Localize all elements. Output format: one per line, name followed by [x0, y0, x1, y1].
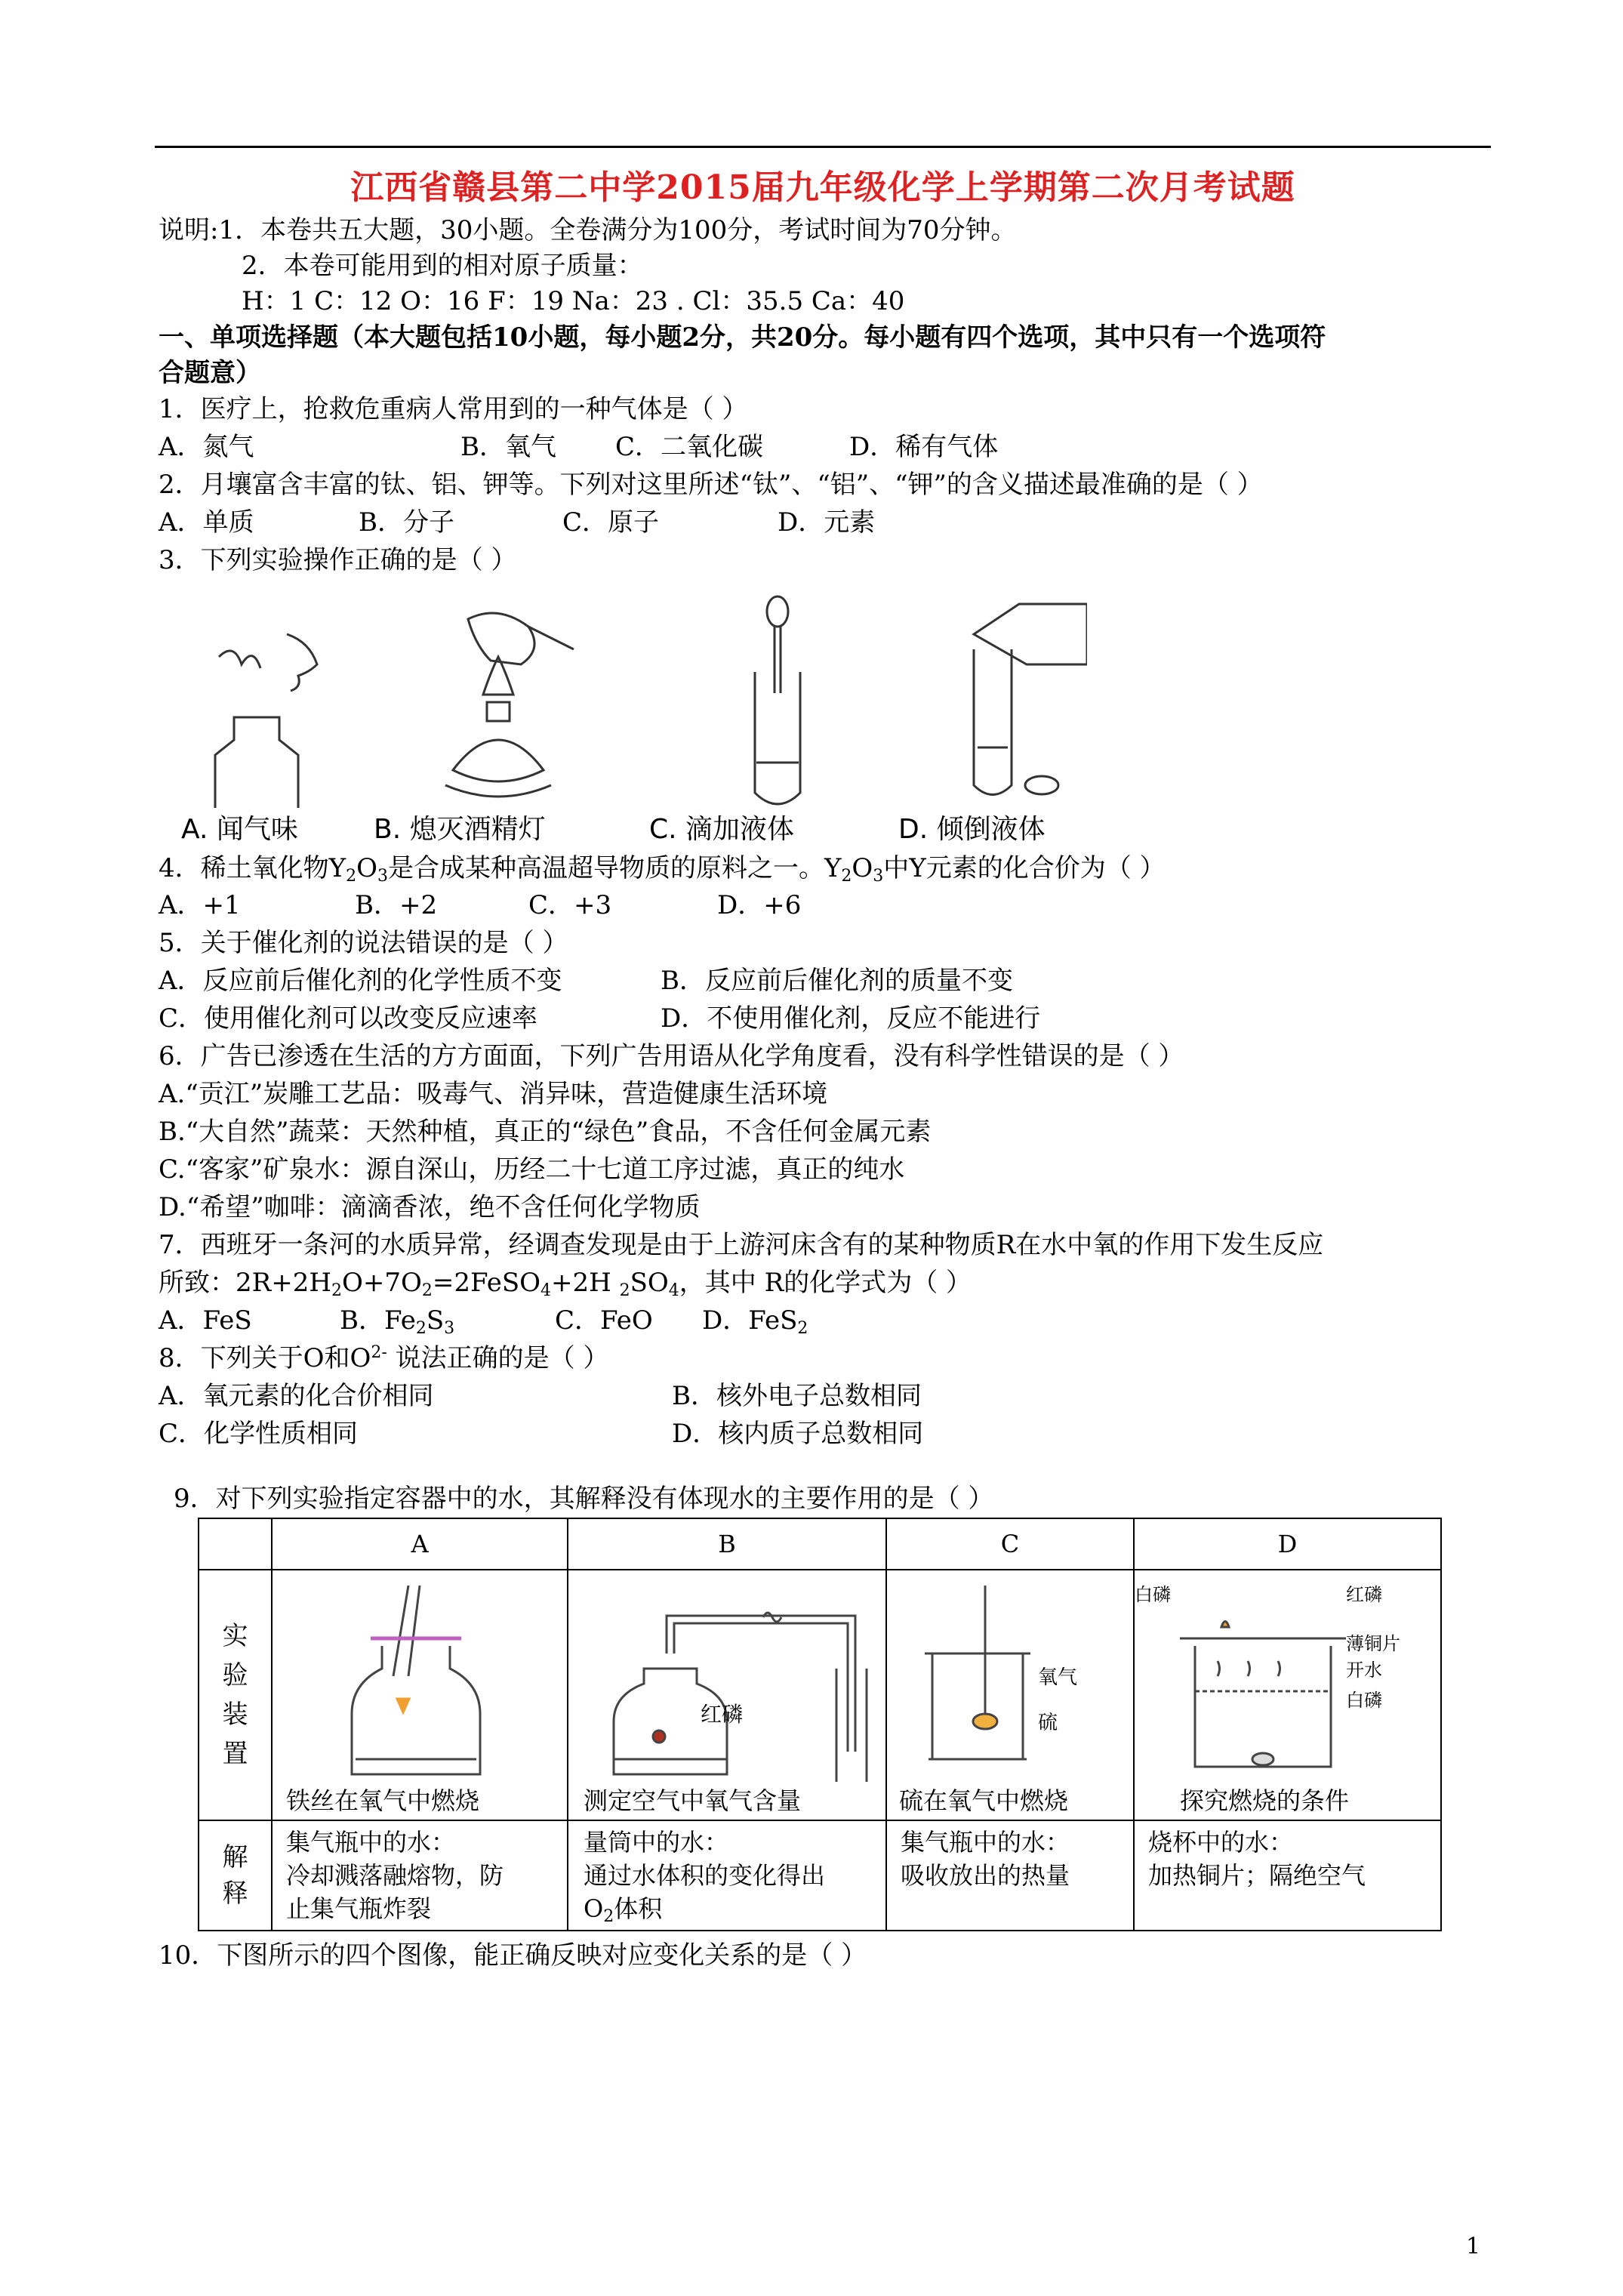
dropper-test-tube-icon [755, 596, 800, 804]
q3-figure-drawings [174, 589, 1087, 808]
q4-option-b: B．+2 [355, 890, 438, 920]
q2-stem: 2．月壤富含丰富的钛、铝、钾等。下列对这里所述“钛”、“铝”、“钾”的含义描述最准确的是（ ） [159, 470, 1263, 500]
q3-caption-a: A. 闻气味 [181, 814, 298, 845]
q8-option-a: A．氧元素的化合价相同 [159, 1381, 434, 1411]
alcohol-lamp-icon [445, 613, 574, 797]
q9-explanation-row [199, 1820, 1441, 1931]
q6-stem: 6．广告已渗透在生活的方方面面，下列广告用语从化学角度看，没有科学性错误的是（ ） [159, 1041, 1184, 1071]
note-line-2: 2．本卷可能用到的相对原子质量： [242, 251, 643, 281]
q9-cell-a [272, 1570, 568, 1820]
q6-option-c: C.“客家”矿泉水：源自深山，历经二十七道工序过滤，真正的纯水 [159, 1154, 905, 1185]
q9-cell-d [1134, 1570, 1441, 1820]
q9-col-c: C [886, 1518, 1134, 1570]
section-heading-cont: 合题意） [159, 358, 261, 388]
q1-stem: 1．医疗上，抢救危重病人常用到的一种气体是（ ） [159, 394, 748, 424]
q8-option-d: D．核内质子总数相同 [672, 1419, 924, 1449]
q9-c-label-sulfur: 硫 [1038, 1712, 1058, 1734]
q2-option-a: A．单质 [159, 507, 254, 538]
q4-stem: 4．稀土氧化物$Y_2O_3$是合成某种高温超导物质的原料之一。$Y_2O_3$中Y元素的化合价为（ ） [159, 853, 1166, 886]
section-heading: 一、单项选择题（本大题包括10小题，每小题2分，共20分。每小题有四个选项，其中只有一个选项符 [159, 322, 1326, 353]
page-number: 1 [1466, 2233, 1481, 2260]
q5-option-b: B．反应前后催化剂的质量不变 [661, 966, 1013, 996]
q9-col-b: B [568, 1518, 886, 1570]
q2-option-c: C．原子 [562, 507, 660, 538]
iron-wire-bottle-icon [273, 1570, 567, 1782]
q3-figures [174, 589, 1087, 846]
q9-row-head-explanation: 解释 [199, 1820, 272, 1931]
q9-header-row [199, 1518, 1441, 1570]
q4-option-a: A．+1 [159, 890, 241, 920]
q7-option-d: D．FeS$_2$ [702, 1305, 808, 1338]
q9-col-a: A [272, 1518, 568, 1570]
q3-caption-c: C. 滴加液体 [649, 814, 795, 845]
q9-row-head-apparatus: 实验装置 [199, 1570, 272, 1820]
q9-explanation-a: 集气瓶中的水： 冷却溅落融熔物，防 止集气瓶炸裂 [272, 1820, 568, 1931]
q9-apparatus-row [199, 1570, 1441, 1820]
q9-caption-a: 铁丝在氧气中燃烧 [286, 1786, 480, 1815]
page-title: 江西省赣县第二中学2015届九年级化学上学期第二次月考试题 [350, 168, 1295, 207]
q10-stem: 10．下图所示的四个图像，能正确反映对应变化关系的是（ ） [159, 1940, 867, 1971]
note-line-3: H：1 C：12 O：16 F：19 Na：23 . Cl：35.5 Ca：40 [242, 286, 905, 316]
q9-b-label-red-phosphorus: 红磷 [701, 1702, 744, 1727]
smell-bottle-icon [215, 634, 317, 808]
q9-caption-c: 硫在氧气中燃烧 [899, 1786, 1069, 1815]
q9-d-label-water: 开水 [1346, 1660, 1382, 1681]
q5-option-a: A．反应前后催化剂的化学性质不变 [159, 966, 562, 996]
combustion-beaker-icon [1135, 1570, 1440, 1782]
q9-d-label-copper: 薄铜片 [1346, 1633, 1400, 1654]
q9-explanation-b: 量筒中的水： 通过水体积的变化得出 $O_2$体积 [568, 1820, 886, 1931]
q9-explanation-c: 集气瓶中的水： 吸收放出的热量 [886, 1820, 1134, 1931]
q9-c-label-oxygen: 氧气 [1038, 1666, 1078, 1689]
q1-option-a: A．氮气 [159, 432, 254, 462]
q9-cell-b [568, 1570, 886, 1820]
q6-option-b: B.“大自然”蔬菜：天然种植，真正的“绿色”食品，不含任何金属元素 [159, 1117, 932, 1147]
oxygen-measure-apparatus-icon [568, 1570, 885, 1782]
q9-stem: 9．对下列实验指定容器中的水，其解释没有体现水的主要作用的是（ ） [174, 1484, 994, 1514]
q8-option-b: B．核外电子总数相同 [672, 1381, 922, 1411]
q9-d-label-white-phosphorus-1: 白磷 [1135, 1584, 1171, 1605]
top-rule [155, 146, 1491, 148]
pouring-liquid-icon [974, 604, 1087, 795]
q5-stem: 5．关于催化剂的说法错误的是（ ） [159, 928, 568, 958]
q7-stem-line1: 7．西班牙一条河的水质异常，经调查发现是由于上游河床含有的某种物质R在水中氧的作用下发生反应 [159, 1230, 1324, 1260]
q5-option-c: C．使用催化剂可以改变反应速率 [159, 1003, 538, 1034]
q4-option-c: C．+3 [528, 890, 612, 920]
q1-option-c: C．二氧化碳 [615, 432, 764, 462]
q9-col-d: D [1134, 1518, 1441, 1570]
q9-caption-b: 测定空气中氧气含量 [584, 1786, 802, 1815]
sulfur-bottle-icon [887, 1570, 1133, 1782]
q9-d-label-white-phosphorus-2: 白磷 [1346, 1690, 1382, 1711]
q7-option-c: C．FeO [555, 1305, 653, 1336]
q7-stem-line2: 所致：$2R+2H_2O+7O_2=2FeSO_4+2H$ $_2SO_4$，其中 R的化学式为（ ） [159, 1268, 972, 1300]
q3-caption-b: B. 熄灭酒精灯 [374, 814, 546, 845]
q6-option-d: D.“希望”咖啡：滴滴香浓，绝不含任何化学物质 [159, 1192, 701, 1222]
q6-option-a: A.“贡江”炭雕工艺品：吸毒气、消异味，营造健康生活环境 [159, 1079, 828, 1109]
q5-option-d: D．不使用催化剂，反应不能进行 [661, 1003, 1041, 1034]
q7-option-a: A．FeS [159, 1305, 252, 1336]
q9-explanation-d: 烧杯中的水： 加热铜片；隔绝空气 [1134, 1820, 1441, 1931]
q8-option-c: C．化学性质相同 [159, 1419, 359, 1449]
q4-option-d: D．+6 [717, 890, 802, 920]
q1-option-b: B．氧气 [460, 432, 556, 462]
q1-option-d: D．稀有气体 [849, 432, 999, 462]
q3-caption-d: D. 倾倒液体 [898, 814, 1046, 845]
q9-caption-d: 探究燃烧的条件 [1180, 1786, 1350, 1815]
q3-stem: 3．下列实验操作正确的是（ ） [159, 545, 517, 575]
q7-option-b: B．$Fe_2S_3$ [340, 1305, 455, 1338]
q8-stem: 8．下列关于O和$O^{2-}$ 说法正确的是（ ） [159, 1343, 609, 1373]
note-line-1: 说明:1．本卷共五大题，30小题。全卷满分为100分，考试时间为70分钟。 [159, 215, 1017, 245]
q2-option-b: B．分子 [359, 507, 454, 538]
q9-table [198, 1518, 1442, 1931]
q9-d-label-red-phosphorus: 红磷 [1346, 1584, 1382, 1605]
q9-cell-c [886, 1570, 1134, 1820]
q2-option-d: D．元素 [778, 507, 876, 538]
